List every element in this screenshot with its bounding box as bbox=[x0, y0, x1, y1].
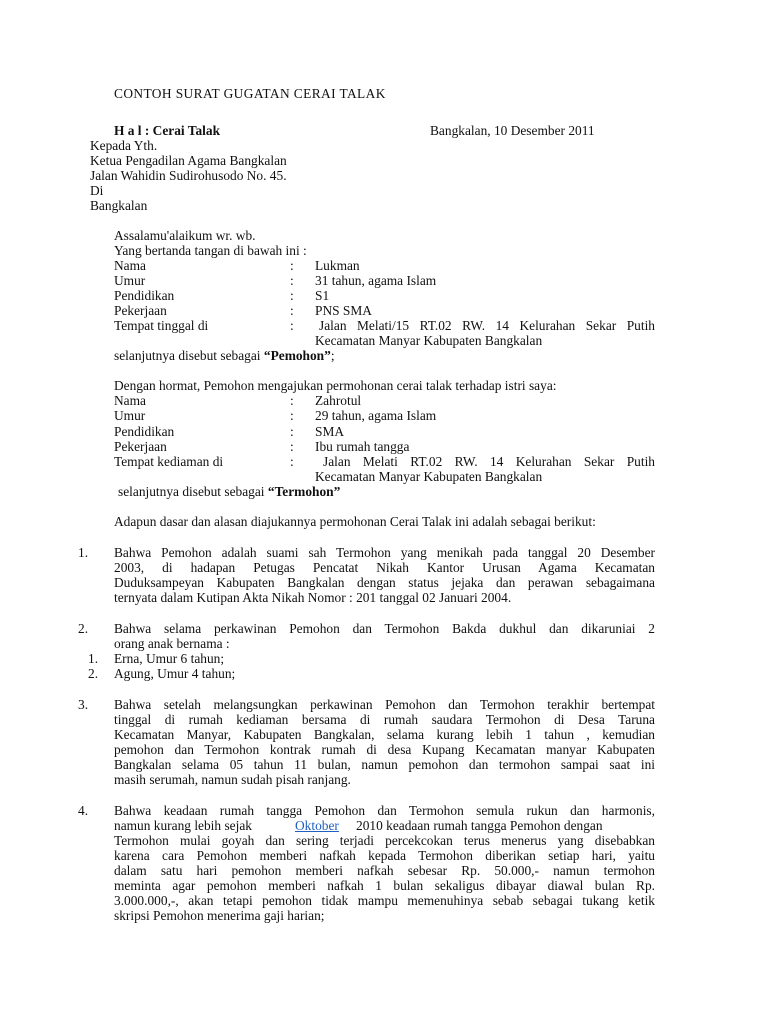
field-label: Pendidikan bbox=[114, 424, 175, 439]
address-line: Kepada Yth. bbox=[90, 138, 158, 153]
field-label: Tempat tinggal di bbox=[114, 318, 209, 333]
field-colon: : bbox=[290, 454, 294, 469]
field-colon: : bbox=[290, 258, 294, 273]
sublist-number: 1. bbox=[88, 651, 99, 666]
list-line: Bahwa selama perkawinan Pemohon dan Termohon Bakda dukhul dan dikaruniai 2 bbox=[114, 621, 655, 636]
field-label: Umur bbox=[114, 408, 146, 423]
sublist-item: Agung, Umur 4 tahun; bbox=[114, 666, 236, 681]
field-value: Kecamatan Manyar Kabupaten Bangkalan bbox=[315, 333, 543, 348]
field-value: 29 tahun, agama Islam bbox=[315, 408, 437, 423]
field-colon: : bbox=[290, 288, 294, 303]
field-label: Nama bbox=[114, 258, 146, 273]
designation-name: “Termohon” bbox=[267, 484, 341, 499]
address-line: Ketua Pengadilan Agama Bangkalan bbox=[90, 153, 287, 168]
list-line: dalam satu hari pemohon memberi nafkah sebesar Rp. 50.000,- namun termohon bbox=[114, 863, 655, 878]
list-number: 4. bbox=[78, 803, 89, 818]
month-link[interactable]: Oktober bbox=[295, 818, 339, 833]
sublist-number: 2. bbox=[88, 666, 99, 681]
list-line: pemohon dan Termohon kontrak rumah di desa Kupang Kecamatan manyar Kabupaten bbox=[114, 742, 655, 757]
list-number: 2. bbox=[78, 621, 89, 636]
field-value: 31 tahun, agama Islam bbox=[315, 273, 437, 288]
list-line: Bahwa keadaan rumah tangga Pemohon dan Termohon semula rukun dan harmonis, bbox=[114, 803, 655, 818]
designation-name: “Pemohon” bbox=[263, 348, 331, 363]
field-label: Umur bbox=[114, 273, 146, 288]
list-line: Kecamatan Manyar, Kabupaten Bangkalan, selama kurang lebih 1 tahun , kemudian bbox=[114, 727, 655, 742]
document-title: CONTOH SURAT GUGATAN CERAI TALAK bbox=[114, 86, 386, 101]
field-colon: : bbox=[290, 408, 294, 423]
sublist-item: Erna, Umur 6 tahun; bbox=[114, 651, 225, 666]
subject-line: H a l : Cerai Talak bbox=[114, 123, 221, 138]
field-value: Kecamatan Manyar Kabupaten Bangkalan bbox=[315, 469, 543, 484]
list-line: Bahwa setelah melangsungkan perkawinan Pemohon dan Termohon terakhir bertempat bbox=[114, 697, 655, 712]
field-colon: : bbox=[290, 424, 294, 439]
list-line: karena cara Pemohon memberi nafkah kepada Termohon diberikan setiap hari, yaitu bbox=[114, 848, 655, 863]
list-line: 3.000.000,-, akan tetapi pemohon tidak mampu memenuhinya sebab sebagai tukang ketik bbox=[114, 893, 655, 908]
field-label: Pekerjaan bbox=[114, 303, 167, 318]
field-colon: : bbox=[290, 273, 294, 288]
field-value: Jalan Melati/15 RT.02 RW. 14 Kelurahan Sekar Putih bbox=[319, 318, 655, 333]
address-line: Di bbox=[90, 183, 104, 198]
list-number: 3. bbox=[78, 697, 89, 712]
list-line: Bangkalan selama 05 tahun 11 bulan, namun pemohon dan termohon sampai saat ini bbox=[114, 757, 655, 772]
field-label: Pendidikan bbox=[114, 288, 175, 303]
list-line: namun kurang lebih sejak bbox=[114, 818, 252, 833]
field-label: Pekerjaan bbox=[114, 439, 167, 454]
list-line: 2003, di hadapan Petugas Pencatat Nikah Kantor Urusan Agama Kecamatan bbox=[114, 560, 655, 575]
list-line: Duduksampeyan Kabupaten Bangkalan dengan status jejaka dan perawan sebagaimana bbox=[114, 575, 655, 590]
field-colon: : bbox=[290, 303, 294, 318]
field-label: Nama bbox=[114, 393, 146, 408]
list-line: meminta agar pemohon memberi nafkah 1 bulan sekaligus dibayar diawal bulan Rp. bbox=[114, 878, 655, 893]
termohon-designation bbox=[118, 484, 340, 499]
field-colon: : bbox=[290, 393, 294, 408]
field-value: Ibu rumah tangga bbox=[315, 439, 410, 454]
list-line: tinggal di rumah kediaman bersama di rumah saudara Termohon di Desa Taruna bbox=[114, 712, 655, 727]
designation-suffix: ; bbox=[330, 348, 335, 363]
pemohon-designation bbox=[114, 348, 335, 363]
designation-text: selanjutnya disebut sebagai bbox=[114, 348, 264, 363]
intro-line: Yang bertanda tangan di bawah ini : bbox=[114, 243, 307, 258]
field-colon: : bbox=[290, 318, 294, 333]
field-value: SMA bbox=[315, 424, 345, 439]
list-line: skripsi Pemohon menerima gaji harian; bbox=[114, 908, 325, 923]
address-line: Bangkalan bbox=[90, 198, 148, 213]
list-line: orang anak bernama : bbox=[114, 636, 230, 651]
field-value: Jalan Melati RT.02 RW. 14 Kelurahan Sekar Putih bbox=[323, 454, 655, 469]
list-line: Termohon mulai goyah dan sering terjadi percekcokan terus menerus yang disebabkan bbox=[114, 833, 655, 848]
field-value: Lukman bbox=[315, 258, 360, 273]
list-line: 2010 keadaan rumah tangga Pemohon dengan bbox=[356, 818, 603, 833]
list-number: 1. bbox=[78, 545, 89, 560]
field-value: PNS SMA bbox=[315, 303, 372, 318]
field-value: Zahrotul bbox=[315, 393, 362, 408]
field-value: S1 bbox=[315, 288, 330, 303]
field-colon: : bbox=[290, 439, 294, 454]
place-date: Bangkalan, 10 Desember 2011 bbox=[430, 123, 595, 138]
list-line: ternyata dalam Kutipan Akta Nikah Nomor : 201 tanggal 02 Januari 2004. bbox=[114, 590, 512, 605]
address-line: Jalan Wahidin Sudirohusodo No. 45. bbox=[90, 168, 287, 183]
termohon-intro: Dengan hormat, Pemohon mengajukan permohonan cerai talak terhadap istri saya: bbox=[114, 378, 557, 393]
field-label: Tempat kediaman di bbox=[114, 454, 224, 469]
list-line: Bahwa Pemohon adalah suami sah Termohon yang menikah pada tanggal 20 Desember bbox=[114, 545, 655, 560]
greeting: Assalamu'alaikum wr. wb. bbox=[114, 228, 256, 243]
designation-text: selanjutnya disebut sebagai bbox=[118, 484, 268, 499]
reason-intro: Adapun dasar dan alasan diajukannya permohonan Cerai Talak ini adalah sebagai berikut: bbox=[114, 514, 596, 529]
list-line: masih serumah, namun sudah pisah ranjang. bbox=[114, 772, 351, 787]
